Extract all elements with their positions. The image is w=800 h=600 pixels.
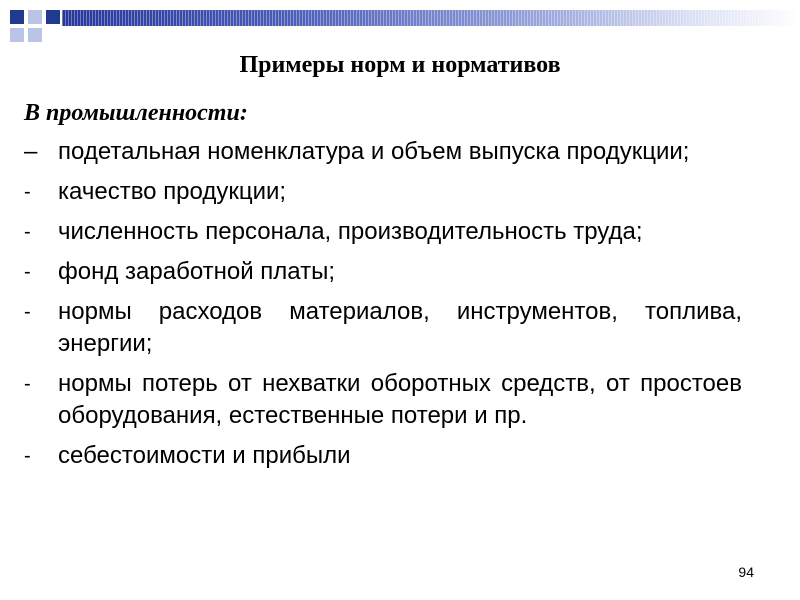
section-heading: В промышленности:	[24, 100, 248, 126]
list-item-text: фонд заработной платы;	[58, 258, 336, 285]
list-marker: -	[24, 221, 31, 243]
list-item	[24, 216, 742, 248]
list-item-text: качество продукции;	[58, 178, 287, 205]
list-item	[24, 296, 742, 360]
list-item	[24, 440, 742, 472]
list-item-text: себестоимости и прибыли	[58, 442, 351, 469]
list-item	[24, 176, 742, 208]
header-gradient-bar	[62, 10, 800, 26]
list-item	[24, 136, 742, 168]
list-item-text: нормы расходов материалов, инструментов, топлива, энергии;	[58, 298, 742, 357]
list-item-text: численность персонала, производительность труда;	[58, 218, 643, 245]
slide-content	[24, 92, 742, 480]
list-marker: -	[24, 445, 31, 467]
corner-square-light-3	[28, 28, 42, 42]
header-bar-stripes	[62, 10, 800, 26]
list-marker: –	[24, 138, 38, 165]
list-marker: -	[24, 261, 31, 283]
list-item	[24, 368, 742, 432]
page-number: 94	[738, 564, 754, 580]
list-item-text: нормы потерь от нехватки оборотных средств, от простоев оборудования, естественные потери и пр.	[58, 370, 742, 429]
list-item	[24, 256, 742, 288]
corner-square-light-2	[10, 28, 24, 42]
list-item-text: подетальная номенклатура и объем выпуска продукции;	[58, 138, 690, 165]
corner-square-dark-2	[46, 10, 60, 24]
list-marker: -	[24, 181, 31, 203]
list-marker: -	[24, 373, 31, 395]
slide-title: Примеры норм и нормативов	[239, 52, 561, 78]
corner-square-light-1	[28, 10, 42, 24]
corner-square-dark-1	[10, 10, 24, 24]
list-marker: -	[24, 301, 31, 323]
